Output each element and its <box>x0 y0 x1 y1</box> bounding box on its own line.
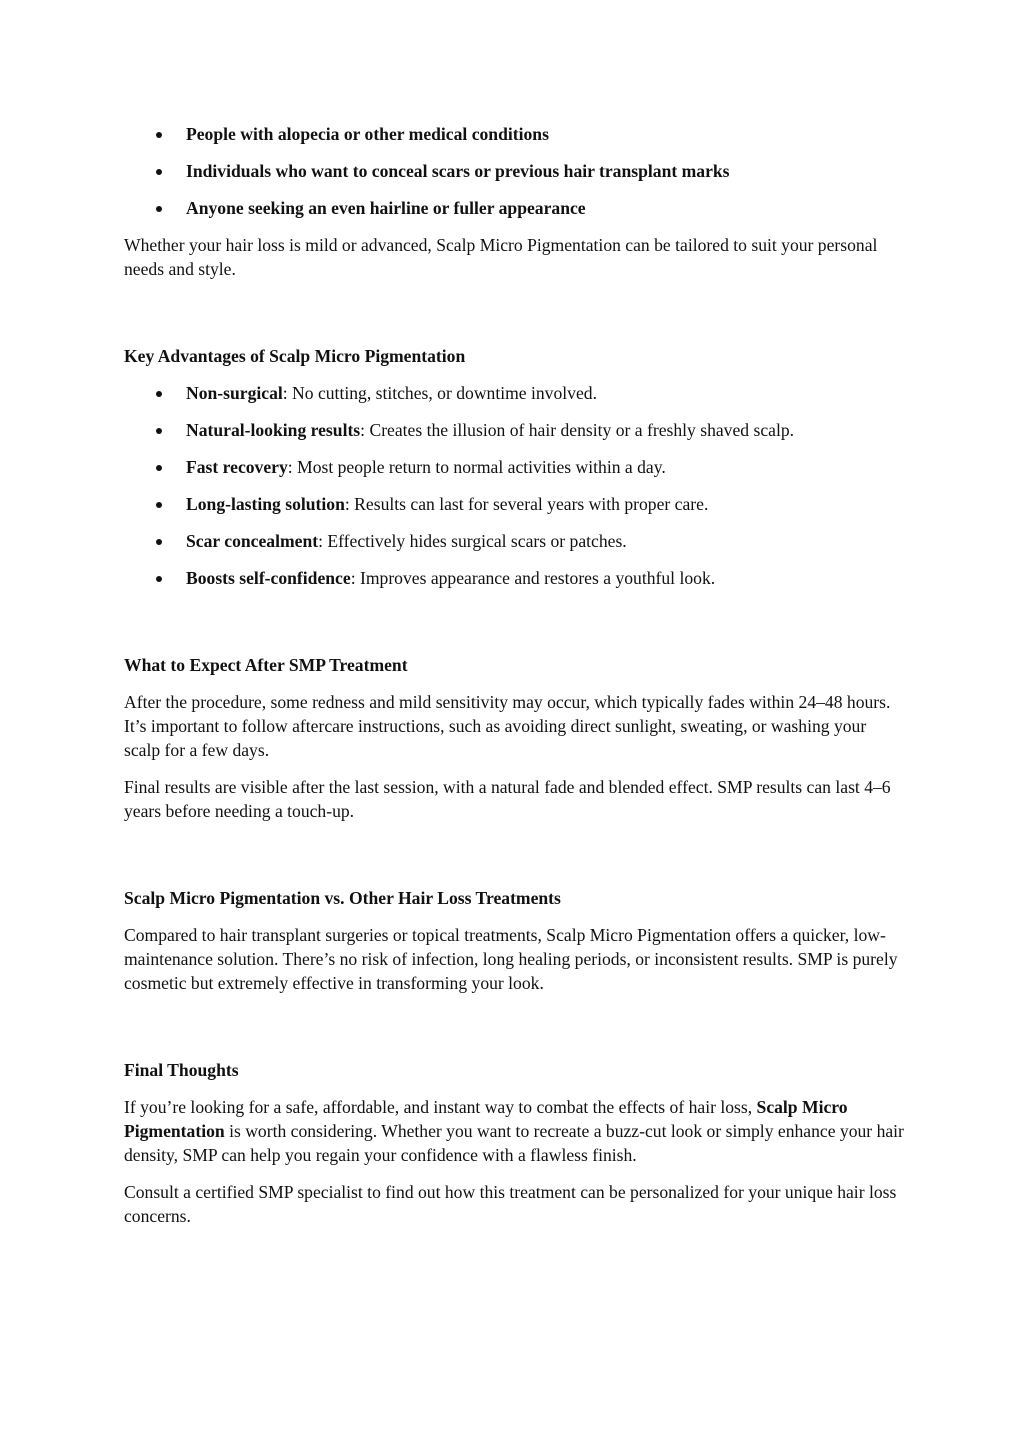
list-item <box>124 196 904 220</box>
list-item-text: Anyone seeking an even hairline or fuller appearance <box>186 198 586 218</box>
final-text-bold: Scalp Micro Pigmentation <box>124 1097 848 1141</box>
intro-paragraph: Whether your hair loss is mild or advanced, Scalp Micro Pigmentation can be tailored to suit your personal needs and style. <box>124 235 878 279</box>
final-paragraph: Consult a certified SMP specialist to find out how this treatment can be personalized for your unique hair loss concerns. <box>124 1182 897 1226</box>
advantages-list <box>124 381 904 590</box>
spacer <box>124 294 904 344</box>
list-item-term: Non-surgical <box>186 383 283 403</box>
list-item <box>124 418 904 442</box>
list-item-text: : Creates the illusion of hair density or a freshly shaved scalp. <box>360 420 795 440</box>
list-item-term: Scar concealment <box>186 531 319 551</box>
list-item-text: Individuals who want to conceal scars or previous hair transplant marks <box>186 161 730 181</box>
list-item <box>124 492 904 516</box>
comparison-paragraph: Compared to hair transplant surgeries or topical treatments, Scalp Micro Pigmentation offers a quicker, low-maintenance solution. There’s no risk of infection, long healing periods, or inconsistent results. SMP is purely cosmetic but extremely effective in transforming your look. <box>124 925 898 993</box>
final-heading: Final Thoughts <box>124 1060 239 1080</box>
bullet-icon <box>156 391 162 397</box>
list-item-term: Long-lasting solution <box>186 494 345 514</box>
advantages-heading: Key Advantages of Scalp Micro Pigmentation <box>124 346 466 366</box>
bullet-icon <box>156 206 162 212</box>
comparison-heading: Scalp Micro Pigmentation vs. Other Hair Loss Treatments <box>124 888 561 908</box>
list-item <box>124 455 904 479</box>
bullet-icon <box>156 169 162 175</box>
list-item-text: : Improves appearance and restores a youthful look. <box>350 568 716 588</box>
audience-list <box>124 122 904 220</box>
expect-paragraph: Final results are visible after the last session, with a natural fade and blended effect. SMP results can last 4–6 years before needing a touch-up. <box>124 777 891 821</box>
list-item-term: Fast recovery <box>186 457 288 477</box>
bullet-icon <box>156 428 162 434</box>
final-text-end: is worth considering. Whether you want to recreate a buzz-cut look or simply enhance your hair density, SMP can help you regain your confidence with a flawless finish. <box>124 1121 904 1165</box>
list-item <box>124 159 904 183</box>
list-item <box>124 381 904 405</box>
list-item <box>124 566 904 590</box>
list-item-text: People with alopecia or other medical conditions <box>186 124 549 144</box>
bullet-icon <box>156 465 162 471</box>
spacer <box>124 603 904 653</box>
page-content <box>124 122 904 1241</box>
bullet-icon <box>156 502 162 508</box>
expect-heading: What to Expect After SMP Treatment <box>124 655 408 675</box>
list-item-text: : No cutting, stitches, or downtime involved. <box>282 383 597 403</box>
spacer <box>124 836 904 886</box>
list-item-term: Boosts self-confidence <box>186 568 351 588</box>
list-item-text: : Results can last for several years with proper care. <box>344 494 709 514</box>
list-item-text: : Most people return to normal activities within a day. <box>287 457 666 477</box>
spacer <box>124 1008 904 1058</box>
bullet-icon <box>156 576 162 582</box>
list-item-term: Natural-looking results <box>186 420 361 440</box>
final-text-start: If you’re looking for a safe, affordable, and instant way to combat the effects of hair loss, <box>124 1097 757 1117</box>
list-item <box>124 529 904 553</box>
bullet-icon <box>156 539 162 545</box>
bullet-icon <box>156 132 162 138</box>
final-paragraph <box>124 1095 904 1167</box>
list-item-text: : Effectively hides surgical scars or patches. <box>318 531 627 551</box>
expect-paragraph: After the procedure, some redness and mild sensitivity may occur, which typically fades within 24–48 hours. It’s important to follow aftercare instructions, such as avoiding direct sunlight, sweating, or washing your scalp for a few days. <box>124 692 891 760</box>
list-item <box>124 122 904 146</box>
